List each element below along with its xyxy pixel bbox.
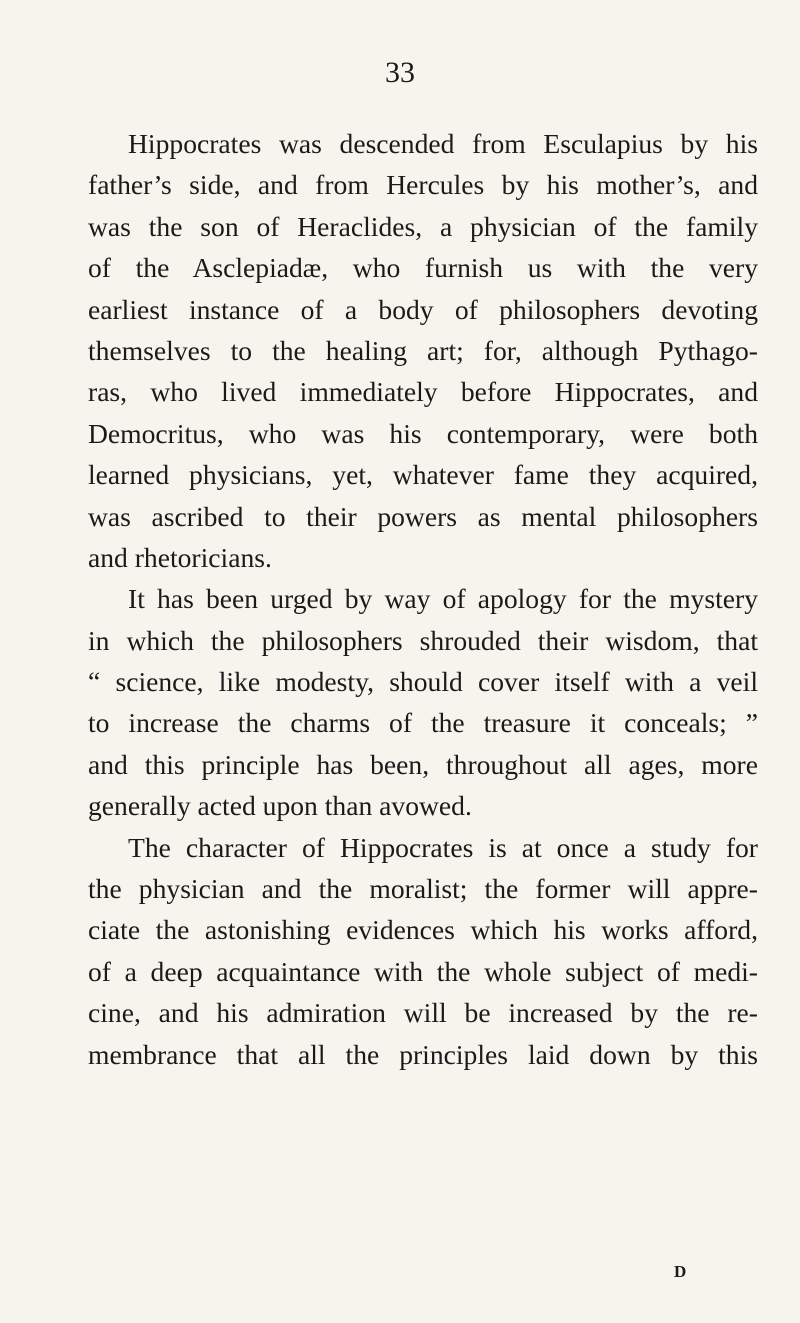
text-line: to increase the charms of the treasure it conceals; ” [88, 707, 758, 739]
text-line: The character of Hippocrates is at once a study for [128, 831, 758, 863]
text-line: themselves to the healing art; for, although Pythago- [88, 334, 758, 366]
text-line: learned physicians, yet, whatever fame they acquired, [88, 459, 758, 491]
text-line: It has been urged by way of apology for the mystery [128, 583, 758, 615]
page-number: 33 [385, 56, 415, 89]
text-line: of a deep acquaintance with the whole subject of medi- [88, 955, 758, 987]
text-line: “ science, like modesty, should cover itself with a veil [88, 666, 758, 698]
text-line: ras, who lived immediately before Hippocrates, and [88, 376, 758, 408]
text-line: of the Asclepiadæ, who furnish us with the very [88, 252, 758, 284]
body-text [88, 123, 758, 1075]
text-line: was ascribed to their powers as mental philosophers [88, 500, 758, 532]
text-line: membrance that all the principles laid down by this [88, 1038, 758, 1070]
text-line: the physician and the moralist; the former will appre- [88, 873, 758, 905]
text-line: earliest instance of a body of philosophers devoting [88, 293, 758, 325]
text-line: was the son of Heraclides, a physician of the family [88, 210, 758, 242]
text-line: Democritus, who was his contemporary, were both [88, 417, 758, 449]
text-line: ciate the astonishing evidences which his works afford, [88, 914, 758, 946]
text-line: and this principle has been, throughout all ages, more [88, 748, 758, 780]
text-line: cine, and his admiration will be increased by the re- [88, 997, 758, 1029]
text-line: and rhetoricians. [88, 541, 272, 573]
text-line: father’s side, and from Hercules by his mother’s, and [88, 169, 758, 201]
text-line: Hippocrates was descended from Esculapius by his [128, 128, 758, 159]
text-line: in which the philosophers shrouded their wisdom, that [88, 624, 758, 656]
signature-mark: D [674, 1262, 687, 1281]
text-line: generally acted upon than avowed. [88, 790, 472, 822]
